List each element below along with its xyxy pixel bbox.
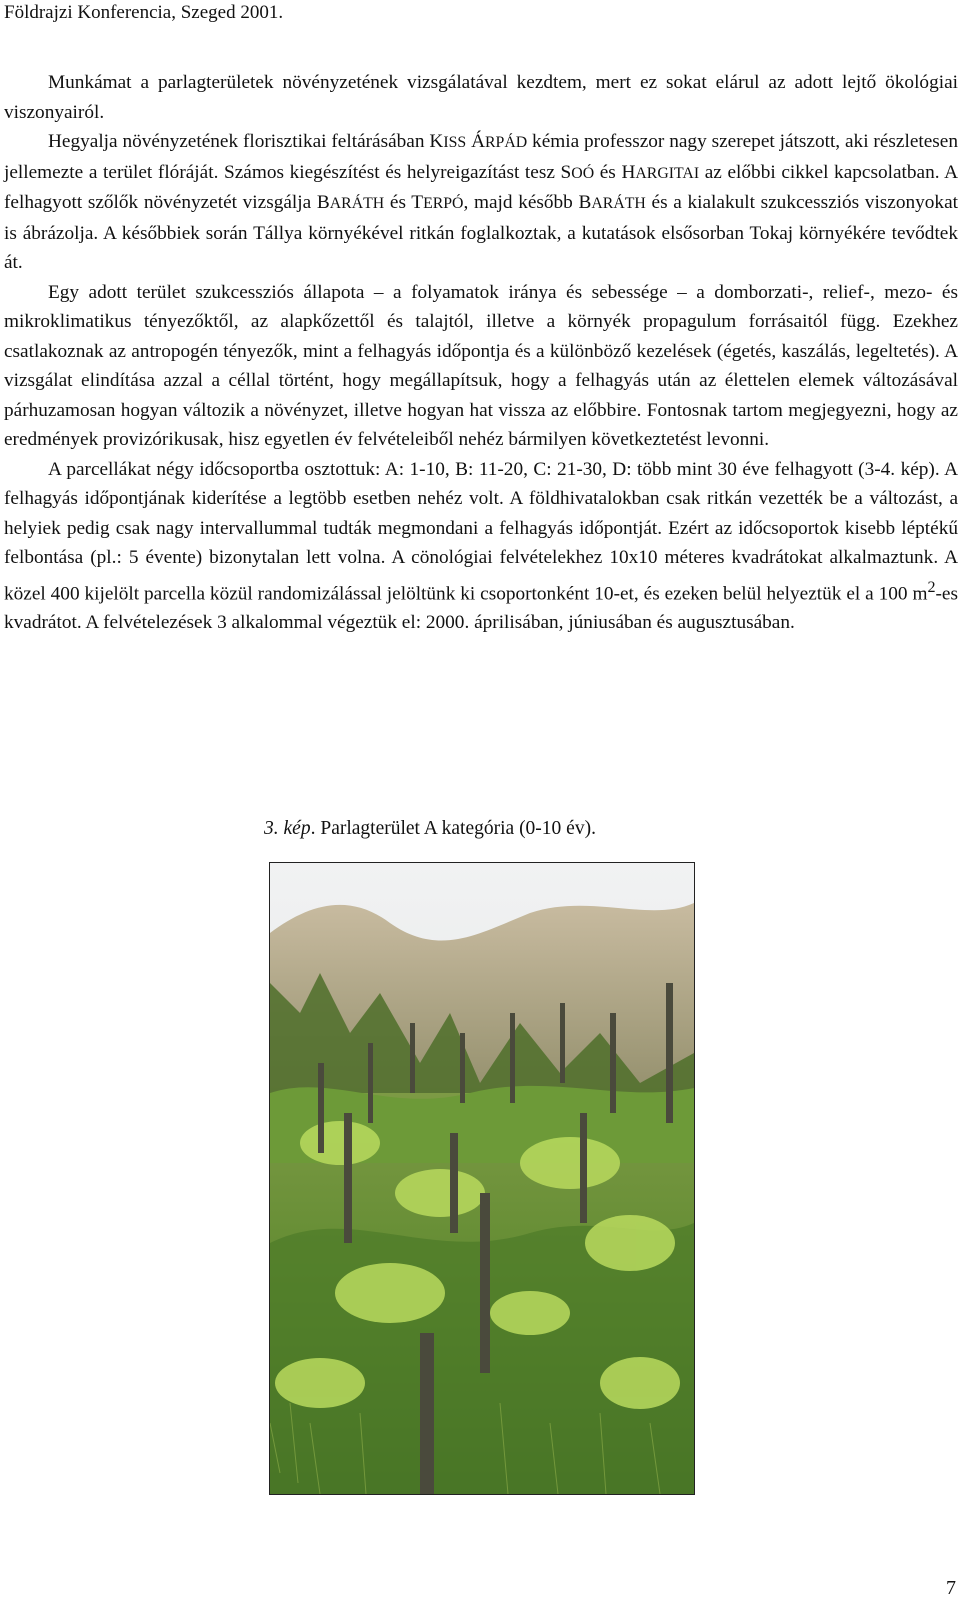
author-terpo: TERPÓ <box>411 192 464 213</box>
author-barath: BARÁTH <box>316 192 385 213</box>
author-soo: SOÓ <box>560 161 595 183</box>
figure-label: 3. kép <box>264 818 311 839</box>
superscript-2: 2 <box>927 578 936 596</box>
author-barath-2: BARÁTH <box>578 192 646 213</box>
vineyard-photo <box>269 862 695 1495</box>
author-kiss: KISS ÁRPÁD <box>429 131 528 152</box>
paragraph-1: Munkámat a parlagterületek növényzetének vizsgálatával kezdtem, mert ez sokat elárul az adott lejtő ökológiai viszonyairól. <box>4 72 958 123</box>
page-number: 7 <box>946 1577 956 1599</box>
paragraph-3: Egy adott terület szukcessziós állapota – a folyamatok iránya és sebessége – a domborzati-, relief-, mezo- és mikroklimatikus tényezőktől, az alapkőzettől és talajtól, illetve a környék propagulum forrásaitól függ. Ezekhez csatlakoznak az antropogén tényezők, mint a felhagyás időpontja és a különböző kezelések (égetés, kaszálás, legeltetés). A vizsgálat elindítása azzal a céllal történt, hogy megállapítsuk, hogy a felhagyás után az élettelen elemek változásával párhuzamosan hogyan változik a növényzet, illetve hogyan hat vissza az előbbire. Fontosnak tartom megjegyezni, hogy az eredmények provizórikusak, hisz egyetlen év felvételeiből nehéz bármilyen következtetést levonni. <box>4 281 958 450</box>
figure-caption-text: . Parlagterület A kategória (0-10 év). <box>310 818 596 839</box>
running-header: Földrajzi Konferencia, Szeged 2001. <box>4 2 284 23</box>
paragraph-2: Hegyalja növényzetének florisztikai feltárásában KISS ÁRPÁD kémia professzor nagy szerepet játszott, aki részletesen jellemezte a terület flóráját. Számos kiegészítést és helyreigazítást tesz SOÓ és HARGITAI az előbbi cikkel kapcsolatban. A felhagyott szőlők növényzetét vizsgálja BARÁTH és TERPÓ, majd később BARÁTH és a kialakult szukcessziós viszonyokat is ábrázolja. A későbbiek során Tállya környékével ritkán foglalkoztak, a kutatások elsősorban Tokaj környékére tevődtek át. <box>4 131 959 273</box>
body-text <box>4 68 958 638</box>
paragraph-4: A parcellákat négy időcsoportba osztottuk: A: 1-10, B: 11-20, C: 21-30, D: több mint 30 éve felhagyott (3-4. kép). A felhagyás időpontjának kiderítése a legtöbb esetben nehéz volt. A földhivatalokban csak ritkán vezették be a változást, a helyiek pedig csak nagy intervallummal tudták megmondani a felhagyás időpontját. Ezért az időcsoportok kisebb léptékű felbontása (pl.: 5 évente) bizonytalan lett volna. A cönológiai felvételekhez 10x10 méteres kvadrátokat alkalmaztunk. A közel 400 kijelölt parcella közül randomizálással jelöltünk ki csoportonként 10-et, és ezeken belül helyeztük el a 100 $m^2-es$ kvadrátot. A felvételezések 3 alkalommal végeztük el: 2000. áprilisában, júniusában és augusztusában. <box>4 458 958 634</box>
author-hargitai: HARGITAI <box>621 161 700 183</box>
figure-caption <box>0 818 910 840</box>
